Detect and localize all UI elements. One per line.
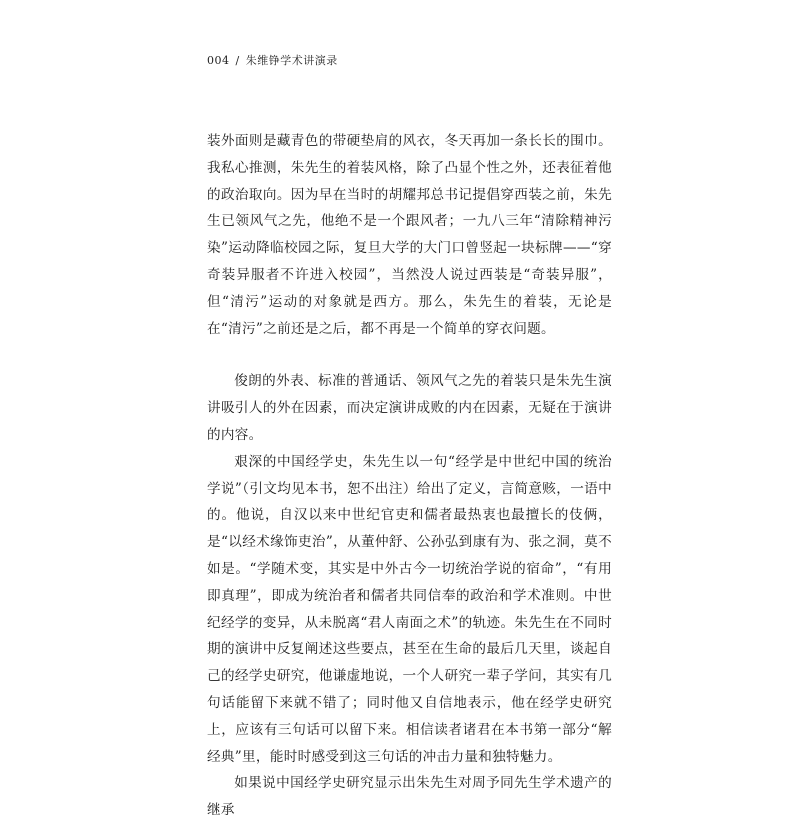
- paragraph: 俊朗的外表、标准的普通话、领风气之先的着装只是朱先生演讲吸引人的外在因素，而决定演讲成败的内在因素，无疑在于演讲的内容。: [207, 373, 612, 443]
- body-text: [207, 128, 612, 824]
- book-title: 朱维铮学术讲演录: [245, 54, 338, 67]
- running-header: [207, 52, 338, 68]
- paragraph: 艰深的中国经学史，朱先生以一句“经学是中世纪中国的统治学说”（引文均见本书，恕不出注）给出了定义，言简意赅，一语中的。他说，自汉以来中世纪官吏和儒者最热衷也最擅长的伎俩，是“以经术缘饰吏治”，从董仲舒、公孙弘到康有为、张之洞，莫不如是。“学随术变，其实是中外古今一切统治学说的宿命”，“有用即真理”，即成为统治者和儒者共同信奉的政治和学术准则。中世纪经学的变异，从未脱离“君人南面之术”的轨迹。朱先生在不同时期的演讲中反复阐述这些要点，甚至在生命的最后几天里，谈起自己的经学史研究，他谦虚地说，一个人研究一辈子学问，其实有几句话能留下来就不错了；同时他又自信地表示，他在经学史研究上，应该有三句话可以留下来。相信读者诸君在本书第一部分“解经典”里，能时时感受到这三句话的冲击力量和独特魅力。: [207, 453, 612, 765]
- header-separator: /: [235, 54, 240, 67]
- paragraph-continued: 装外面则是藏青色的带硬垫肩的风衣，冬天再加一条长长的围巾。我私心推测，朱先生的着装风格，除了凸显个性之外，还表征着他的政治取向。因为早在当时的胡耀邦总书记提倡穿西装之前，朱先生已领风气之先，他绝不是一个跟风者；一九八三年“清除精神污染”运动降临校园之际，复旦大学的大门口曾竖起一块标牌——“穿奇装异服者不许进入校园”，当然没人说过西装是“奇装异服”，但“清污”运动的对象就是西方。那么，朱先生的着装，无论是在“清污”之前还是之后，都不再是一个简单的穿衣问题。: [207, 133, 612, 337]
- paragraph: 如果说中国经学史研究显示出朱先生对周予同先生学术遗产的继承: [207, 775, 612, 819]
- page-number: 004: [207, 54, 230, 67]
